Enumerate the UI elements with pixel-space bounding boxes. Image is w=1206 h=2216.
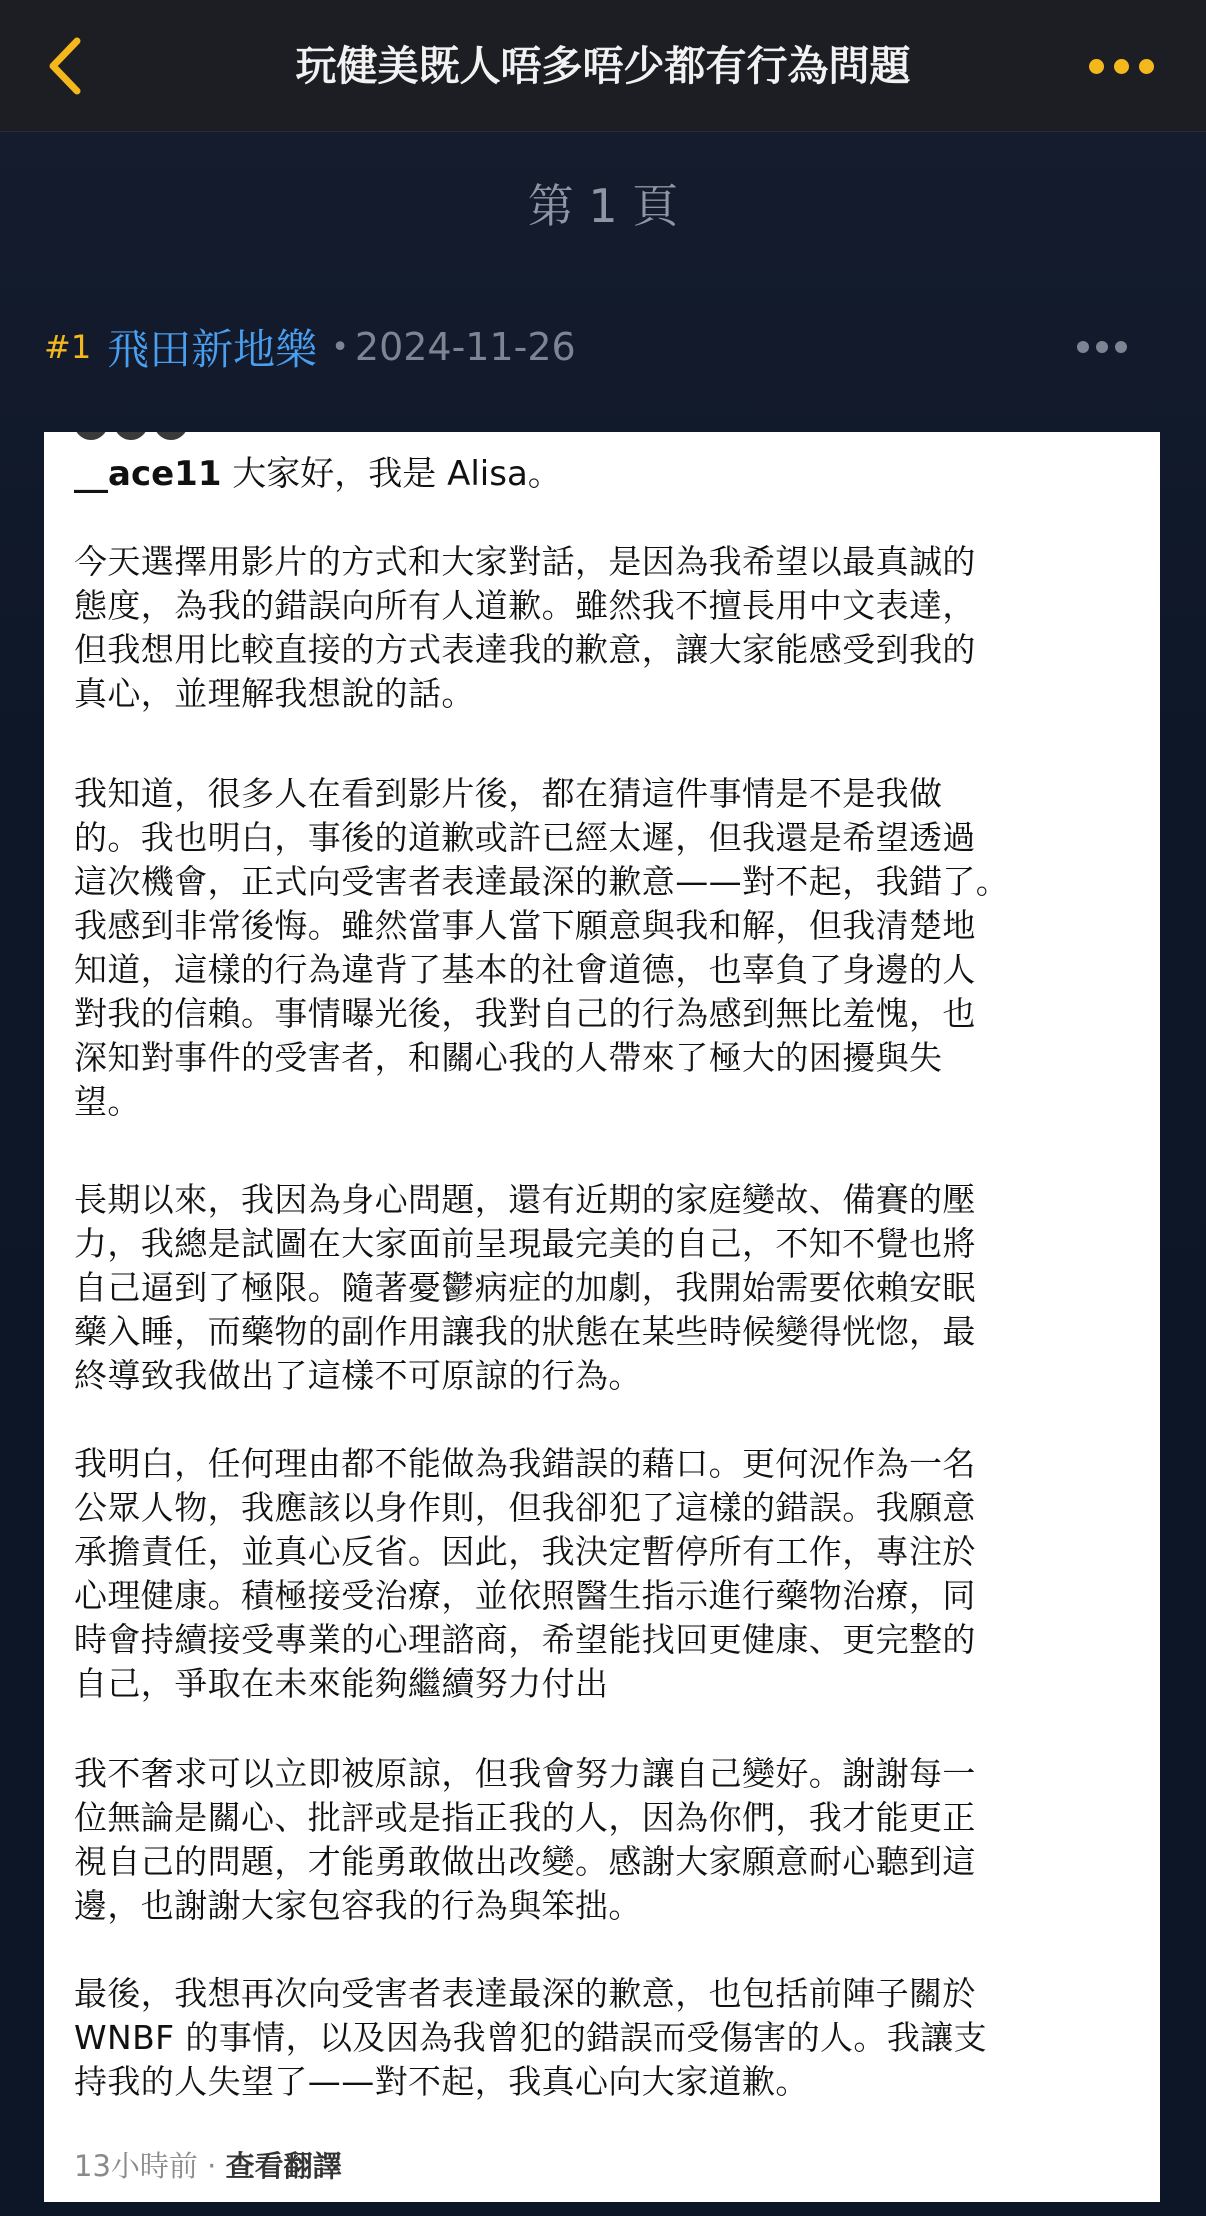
post-date: 2024-11-26 bbox=[354, 325, 576, 369]
more-dots-icon bbox=[1115, 341, 1127, 353]
more-dots-icon bbox=[1077, 341, 1089, 353]
text-line: 力，我總是試圖在大家面前呈現最完美的自己，不知不覺也將 bbox=[74, 1224, 976, 1263]
post-username[interactable]: 飛田新地樂 bbox=[107, 325, 318, 374]
text-line: 這次機會，正式向受害者表達最深的歉意——對不起，我錯了。 bbox=[74, 862, 1010, 901]
post-number: #1 bbox=[44, 328, 92, 366]
meta-separator: • bbox=[331, 329, 349, 365]
intro-text: 大家好，我是 Alisa。 bbox=[221, 454, 562, 494]
text-line: 最後，我想再次向受害者表達最深的歉意，也包括前陣子關於 bbox=[74, 1974, 976, 2013]
text-line: 自己逼到了極限。隨著憂鬱病症的加劇，我開始需要依賴安眠 bbox=[74, 1268, 976, 1307]
text-line: 持我的人失望了——對不起，我真心向大家道歉。 bbox=[74, 2062, 809, 2101]
more-dots-icon bbox=[1139, 59, 1154, 74]
thread-title: 玩健美既人唔多唔少都有行為問題 bbox=[295, 42, 911, 90]
top-navigation-bar bbox=[0, 0, 1206, 132]
text-line: 我明白，任何理由都不能做為我錯誤的藉口。更何況作為一名 bbox=[74, 1444, 976, 1483]
text-line: 位無論是關心、批評或是指正我的人，因為你們，我才能更正 bbox=[74, 1798, 976, 1837]
text-line: 的。我也明白，事後的道歉或許已經太遲，但我還是希望透過 bbox=[74, 818, 976, 857]
paragraph bbox=[74, 772, 1144, 1124]
text-line: 但我想用比較直接的方式表達我的歉意，讓大家能感受到我的 bbox=[74, 630, 976, 669]
text-line: 自己，爭取在未來能夠繼續努力付出 bbox=[74, 1664, 609, 1703]
text-line: 承擔責任，並真心反省。因此，我決定暫停所有工作，專注於 bbox=[74, 1532, 976, 1571]
more-dots-icon bbox=[1089, 59, 1104, 74]
text-line: 我感到非常後悔。雖然當事人當下願意與我和解，但我清楚地 bbox=[74, 906, 976, 945]
text-line: 今天選擇用影片的方式和大家對話，是因為我希望以最真誠的 bbox=[74, 542, 976, 581]
text-line: 公眾人物，我應該以身作則，但我卻犯了這樣的錯誤。我願意 bbox=[74, 1488, 976, 1527]
text-line: 長期以來，我因為身心問題，還有近期的家庭變故、備賽的壓 bbox=[74, 1180, 976, 1219]
text-line: 我知道，很多人在看到影片後，都在猜這件事情是不是我做 bbox=[74, 774, 943, 813]
thread-content[interactable] bbox=[0, 132, 1206, 2216]
text-line: 真心，並理解我想說的話。 bbox=[74, 674, 475, 713]
text-line: WNBF 的事情，以及因為我曾犯的錯誤而受傷害的人。我讓支 bbox=[74, 2018, 988, 2057]
back-button[interactable] bbox=[30, 28, 100, 104]
more-options-button[interactable] bbox=[1066, 40, 1176, 92]
image-caption-footer bbox=[74, 2144, 342, 2185]
text-line: 時會持續接受專業的心理諮商，希望能找回更健康、更完整的 bbox=[74, 1620, 976, 1659]
text-line: 態度，為我的錯誤向所有人道歉。雖然我不擅長用中文表達， bbox=[74, 586, 976, 625]
more-dots-icon bbox=[1114, 59, 1129, 74]
post-image-screenshot[interactable] bbox=[44, 432, 1160, 2202]
page-number-label: 第 1 頁 bbox=[527, 179, 679, 233]
text-line: 對我的信賴。事情曝光後，我對自己的行為感到無比羞愧，也 bbox=[74, 994, 976, 1033]
text-line: 深知對事件的受害者，和關心我的人帶來了極大的困擾與失 bbox=[74, 1038, 943, 1077]
text-line: 藥入睡，而藥物的副作用讓我的狀態在某些時候變得恍惚，最 bbox=[74, 1312, 976, 1351]
cropped-avatars bbox=[74, 432, 194, 440]
paragraph bbox=[74, 1972, 1144, 2104]
intro-line bbox=[74, 452, 562, 496]
post-header bbox=[44, 312, 1162, 382]
text-line: 我不奢求可以立即被原諒，但我會努力讓自己變好。謝謝每一 bbox=[74, 1754, 976, 1793]
text-line: 視自己的問題，才能勇敢做出改變。感謝大家願意耐心聽到這 bbox=[74, 1842, 976, 1881]
text-line: 知道，這樣的行為違背了基本的社會道德，也辜負了身邊的人 bbox=[74, 950, 976, 989]
intro-username: __ace11 bbox=[74, 454, 222, 494]
text-line: 望。 bbox=[74, 1082, 141, 1121]
paragraph bbox=[74, 1752, 1144, 1928]
footer-separator: · bbox=[197, 2149, 226, 2183]
chevron-left-icon bbox=[45, 35, 85, 97]
more-dots-icon bbox=[1096, 341, 1108, 353]
text-line: 邊，也謝謝大家包容我的行為與笨拙。 bbox=[74, 1886, 642, 1925]
paragraph bbox=[74, 1178, 1144, 1398]
paragraph bbox=[74, 540, 1144, 716]
post-more-button[interactable] bbox=[1062, 324, 1142, 370]
relative-time: 13小時前 bbox=[74, 2149, 198, 2183]
paragraph bbox=[74, 1442, 1144, 1706]
text-line: 終導致我做出了這樣不可原諒的行為。 bbox=[74, 1356, 642, 1395]
text-line: 心理健康。積極接受治療，並依照醫生指示進行藥物治療，同 bbox=[74, 1576, 976, 1615]
see-translation-link: 查看翻譯 bbox=[225, 2149, 342, 2183]
